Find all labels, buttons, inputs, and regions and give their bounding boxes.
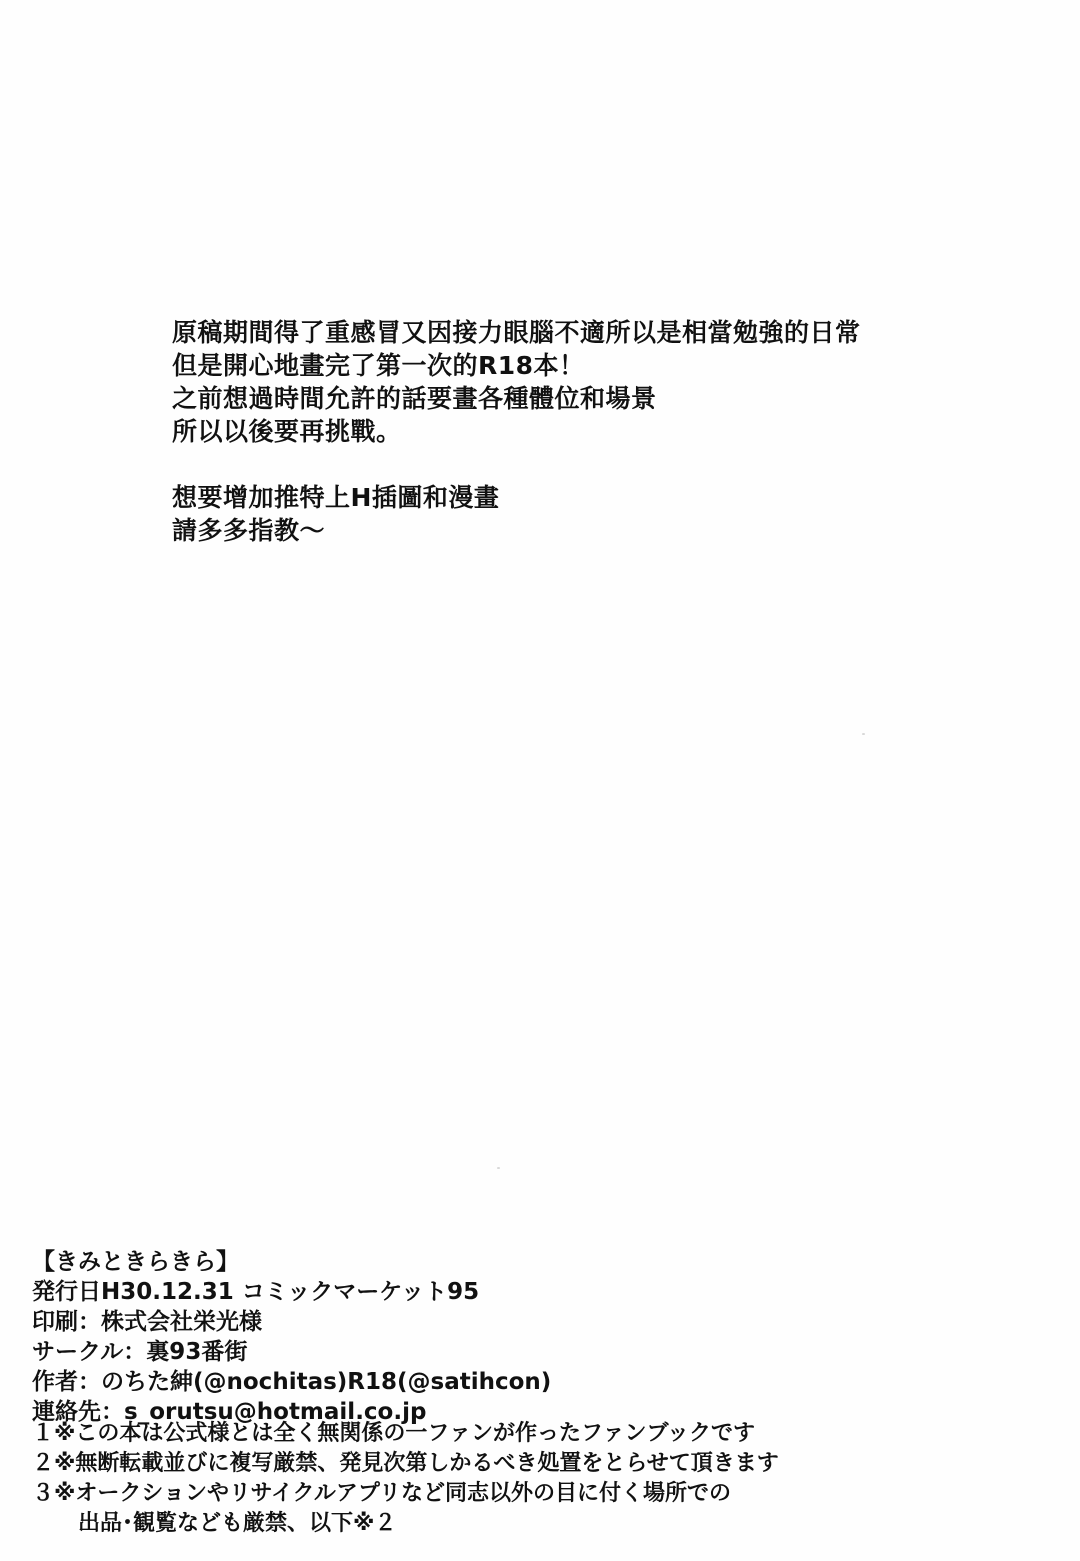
afterword-spacer: [172, 448, 952, 481]
notice-line-4: 出品･観覧なども厳禁、以下※２: [78, 1511, 397, 1536]
colophon-contact: 連絡先：s_orutsu@hotmail.co.jp: [32, 1399, 427, 1425]
afterword-line-2: 但是開心地畫完了第一次的R18本！: [172, 351, 585, 380]
colophon-printer: 印刷：株式会社栄光様: [32, 1309, 262, 1335]
notice-line-2: ２※無断転載並びに複写厳禁、発見次第しかるべき処置をとらせて頂きます: [32, 1451, 779, 1476]
scan-speck: [862, 733, 865, 735]
notice-line-1: １※この本は公式様とは全く無関係の一ファンが作ったファンブックです: [32, 1421, 755, 1446]
afterword-line-5: 想要增加推特上H插圖和漫畫: [172, 483, 500, 512]
scan-speck: [497, 1167, 500, 1169]
notice-line-3: ３※オークションやリサイクルアプリなど同志以外の目に付く場所での: [32, 1481, 731, 1506]
colophon-title: 【きみときらきら】: [32, 1249, 239, 1275]
afterword-line-4: 所以以後要再挑戰。: [172, 417, 402, 446]
colophon-block: [32, 1247, 1042, 1427]
colophon-author: 作者：のちた紳(@nochitas)R18(@satihcon): [32, 1369, 552, 1395]
colophon-publish-date: 発行日H30.12.31 コミックマーケット95: [32, 1279, 480, 1305]
notices-block: [32, 1419, 1052, 1539]
colophon-circle: サークル：裏93番街: [32, 1339, 248, 1365]
afterword-line-6: 請多多指教〜: [172, 516, 326, 545]
afterword-block: [172, 316, 952, 547]
afterword-line-1: 原稿期間得了重感冒又因接力眼腦不適所以是相當勉強的日常: [172, 318, 861, 347]
afterword-line-3: 之前想過時間允許的話要畫各種體位和場景: [172, 384, 657, 413]
